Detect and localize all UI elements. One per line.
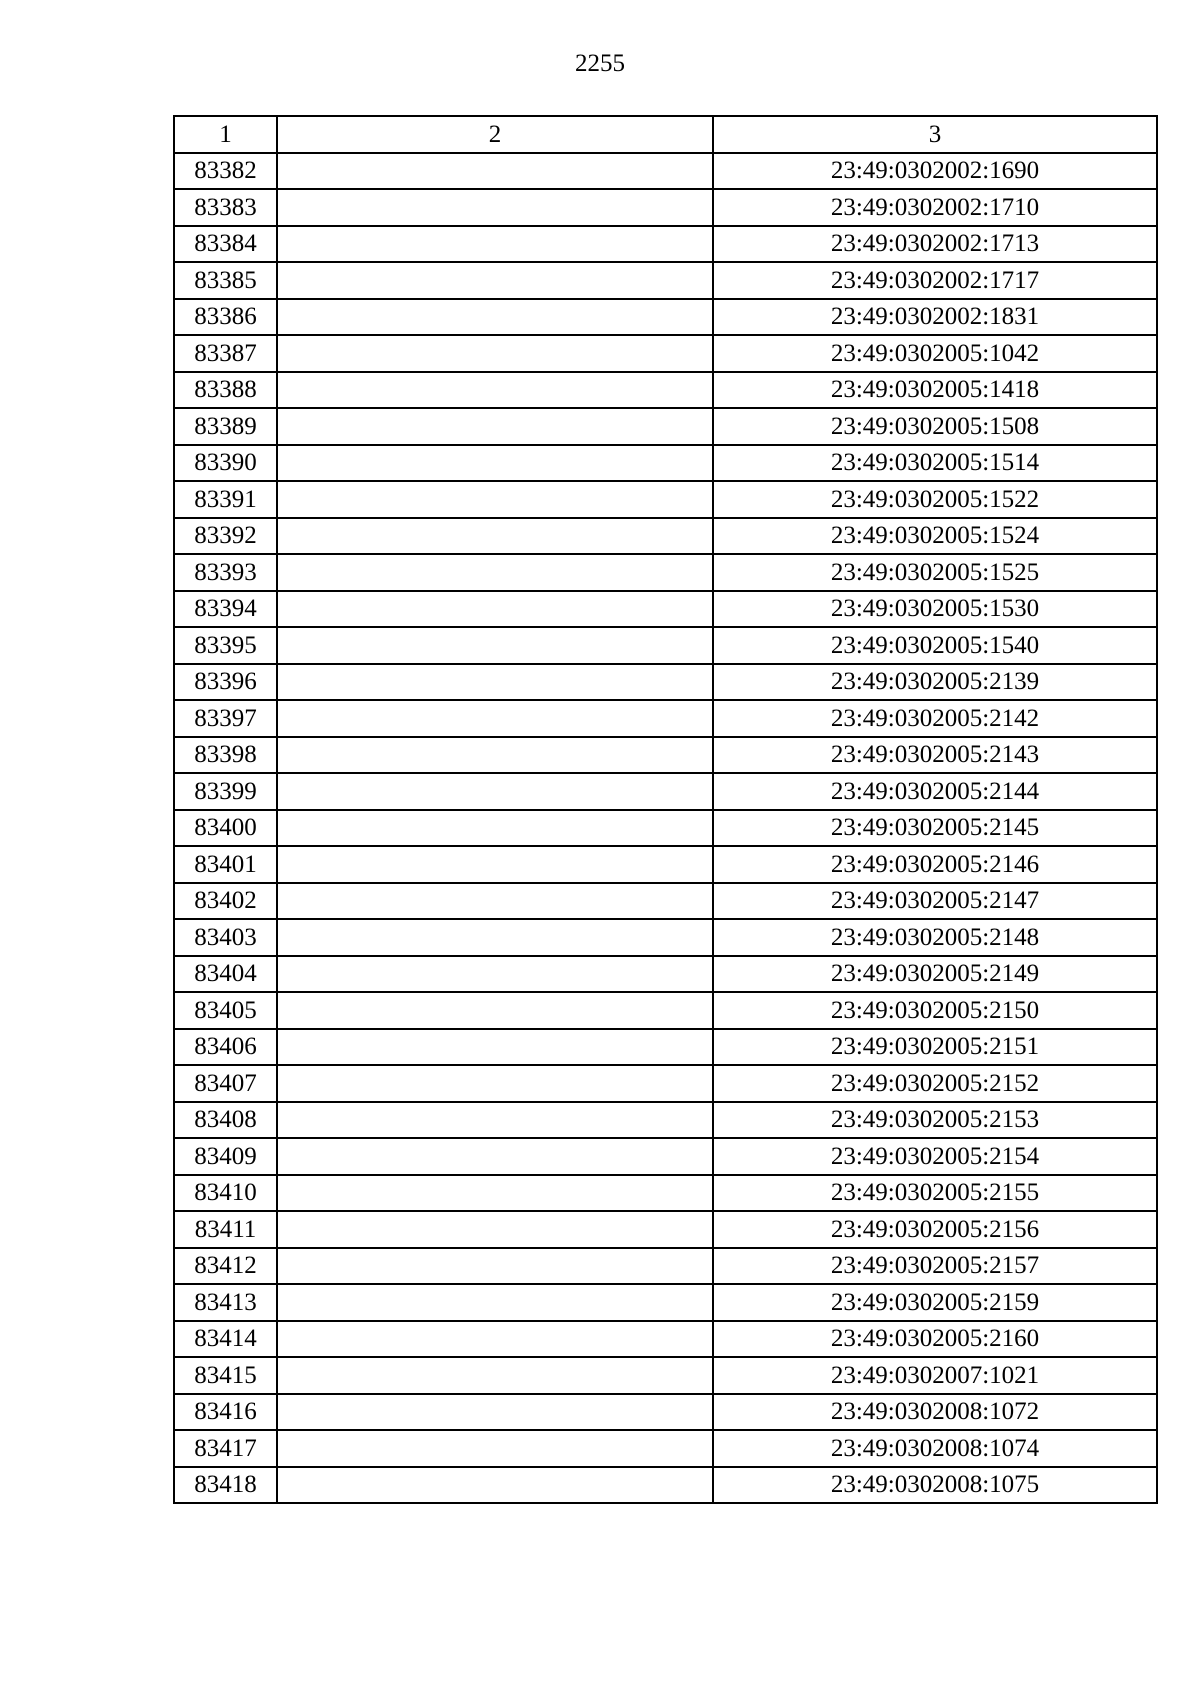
cadastral-number-cell: 23:49:0302005:2145 (713, 810, 1157, 847)
table-row (174, 1248, 1157, 1285)
row-number-cell: 83417 (174, 1430, 277, 1467)
cadastral-number-cell: 23:49:0302005:2149 (713, 956, 1157, 993)
description-cell (277, 1138, 713, 1175)
description-cell (277, 1029, 713, 1066)
description-cell (277, 1248, 713, 1285)
description-cell (277, 956, 713, 993)
table-row (174, 1138, 1157, 1175)
description-cell (277, 1321, 713, 1358)
cadastral-number-cell: 23:49:0302005:2150 (713, 992, 1157, 1029)
cadastral-number-cell: 23:49:0302007:1021 (713, 1357, 1157, 1394)
table-body (174, 153, 1157, 1504)
description-cell (277, 846, 713, 883)
row-number-cell: 83392 (174, 518, 277, 555)
cadastral-number-cell: 23:49:0302002:1690 (713, 153, 1157, 190)
row-number-cell: 83384 (174, 226, 277, 263)
table-row (174, 591, 1157, 628)
table-row (174, 919, 1157, 956)
description-cell (277, 627, 713, 664)
table-row (174, 518, 1157, 555)
header-row (174, 116, 1157, 153)
description-cell (277, 372, 713, 409)
description-cell (277, 189, 713, 226)
row-number-cell: 83410 (174, 1175, 277, 1212)
cadastral-number-cell: 23:49:0302005:1524 (713, 518, 1157, 555)
cadastral-number-cell: 23:49:0302005:2144 (713, 773, 1157, 810)
description-cell (277, 226, 713, 263)
row-number-cell: 83389 (174, 408, 277, 445)
row-number-cell: 83404 (174, 956, 277, 993)
cadastral-number-cell: 23:49:0302002:1831 (713, 299, 1157, 336)
cadastral-number-cell: 23:49:0302005:2157 (713, 1248, 1157, 1285)
table-row (174, 1357, 1157, 1394)
cadastral-number-cell: 23:49:0302005:2156 (713, 1211, 1157, 1248)
table-row (174, 335, 1157, 372)
table-header (174, 116, 1157, 153)
data-table (173, 115, 1158, 1504)
table-row (174, 810, 1157, 847)
cadastral-number-cell: 23:49:0302008:1075 (713, 1467, 1157, 1504)
description-cell (277, 591, 713, 628)
row-number-cell: 83388 (174, 372, 277, 409)
cadastral-number-cell: 23:49:0302005:2146 (713, 846, 1157, 883)
table-row (174, 1430, 1157, 1467)
cadastral-number-cell: 23:49:0302005:1042 (713, 335, 1157, 372)
cadastral-number-cell: 23:49:0302005:1525 (713, 554, 1157, 591)
table-row (174, 445, 1157, 482)
row-number-cell: 83406 (174, 1029, 277, 1066)
cadastral-number-cell: 23:49:0302002:1710 (713, 189, 1157, 226)
description-cell (277, 1065, 713, 1102)
description-cell (277, 700, 713, 737)
table-row (174, 226, 1157, 263)
table-row (174, 664, 1157, 701)
cadastral-number-cell: 23:49:0302005:2152 (713, 1065, 1157, 1102)
table-row (174, 1394, 1157, 1431)
cadastral-number-cell: 23:49:0302005:2147 (713, 883, 1157, 920)
description-cell (277, 737, 713, 774)
row-number-cell: 83395 (174, 627, 277, 664)
row-number-cell: 83393 (174, 554, 277, 591)
row-number-cell: 83387 (174, 335, 277, 372)
table-row (174, 1321, 1157, 1358)
row-number-cell: 83402 (174, 883, 277, 920)
table-row (174, 372, 1157, 409)
page-number: 2255 (575, 50, 625, 77)
description-cell (277, 335, 713, 372)
row-number-cell: 83401 (174, 846, 277, 883)
cadastral-number-cell: 23:49:0302005:2143 (713, 737, 1157, 774)
description-cell (277, 1430, 713, 1467)
row-number-cell: 83382 (174, 153, 277, 190)
row-number-cell: 83390 (174, 445, 277, 482)
column-header-2: 2 (277, 116, 713, 153)
description-cell (277, 810, 713, 847)
row-number-cell: 83403 (174, 919, 277, 956)
cadastral-number-cell: 23:49:0302008:1074 (713, 1430, 1157, 1467)
row-number-cell: 83391 (174, 481, 277, 518)
description-cell (277, 773, 713, 810)
table-row (174, 1284, 1157, 1321)
column-header-1: 1 (174, 116, 277, 153)
description-cell (277, 153, 713, 190)
row-number-cell: 83418 (174, 1467, 277, 1504)
row-number-cell: 83399 (174, 773, 277, 810)
cadastral-number-cell: 23:49:0302005:2139 (713, 664, 1157, 701)
table-row (174, 700, 1157, 737)
description-cell (277, 1467, 713, 1504)
description-cell (277, 262, 713, 299)
row-number-cell: 83405 (174, 992, 277, 1029)
cadastral-number-cell: 23:49:0302005:1540 (713, 627, 1157, 664)
cadastral-number-cell: 23:49:0302005:1514 (713, 445, 1157, 482)
description-cell (277, 919, 713, 956)
row-number-cell: 83386 (174, 299, 277, 336)
row-number-cell: 83394 (174, 591, 277, 628)
cadastral-number-cell: 23:49:0302005:2159 (713, 1284, 1157, 1321)
cadastral-number-cell: 23:49:0302005:1522 (713, 481, 1157, 518)
description-cell (277, 299, 713, 336)
column-header-3: 3 (713, 116, 1157, 153)
table-row (174, 153, 1157, 190)
table-row (174, 992, 1157, 1029)
row-number-cell: 83397 (174, 700, 277, 737)
table-row (174, 1211, 1157, 1248)
description-cell (277, 445, 713, 482)
table-row (174, 1467, 1157, 1504)
description-cell (277, 554, 713, 591)
description-cell (277, 518, 713, 555)
row-number-cell: 83415 (174, 1357, 277, 1394)
row-number-cell: 83412 (174, 1248, 277, 1285)
cadastral-number-cell: 23:49:0302005:2155 (713, 1175, 1157, 1212)
table-row (174, 883, 1157, 920)
cadastral-number-cell: 23:49:0302008:1072 (713, 1394, 1157, 1431)
cadastral-number-cell: 23:49:0302005:2153 (713, 1102, 1157, 1139)
cadastral-number-cell: 23:49:0302005:2160 (713, 1321, 1157, 1358)
table-row (174, 1029, 1157, 1066)
cadastral-number-cell: 23:49:0302002:1713 (713, 226, 1157, 263)
row-number-cell: 83400 (174, 810, 277, 847)
cadastral-number-cell: 23:49:0302005:2148 (713, 919, 1157, 956)
cadastral-number-cell: 23:49:0302002:1717 (713, 262, 1157, 299)
row-number-cell: 83414 (174, 1321, 277, 1358)
row-number-cell: 83413 (174, 1284, 277, 1321)
table-row (174, 846, 1157, 883)
cadastral-number-cell: 23:49:0302005:1418 (713, 372, 1157, 409)
description-cell (277, 481, 713, 518)
table-row (174, 408, 1157, 445)
cadastral-number-cell: 23:49:0302005:1508 (713, 408, 1157, 445)
table-row (174, 262, 1157, 299)
table-row (174, 627, 1157, 664)
cadastral-number-cell: 23:49:0302005:2154 (713, 1138, 1157, 1175)
cadastral-number-cell: 23:49:0302005:2151 (713, 1029, 1157, 1066)
row-number-cell: 83408 (174, 1102, 277, 1139)
description-cell (277, 1284, 713, 1321)
row-number-cell: 83409 (174, 1138, 277, 1175)
table-row (174, 554, 1157, 591)
table-row (174, 956, 1157, 993)
description-cell (277, 408, 713, 445)
table-row (174, 1065, 1157, 1102)
table-row (174, 299, 1157, 336)
description-cell (277, 664, 713, 701)
table-row (174, 1175, 1157, 1212)
cadastral-number-cell: 23:49:0302005:2142 (713, 700, 1157, 737)
row-number-cell: 83407 (174, 1065, 277, 1102)
row-number-cell: 83385 (174, 262, 277, 299)
row-number-cell: 83398 (174, 737, 277, 774)
description-cell (277, 1175, 713, 1212)
table-row (174, 773, 1157, 810)
description-cell (277, 1211, 713, 1248)
table-row (174, 737, 1157, 774)
description-cell (277, 992, 713, 1029)
table-row (174, 1102, 1157, 1139)
row-number-cell: 83411 (174, 1211, 277, 1248)
cadastral-number-cell: 23:49:0302005:1530 (713, 591, 1157, 628)
row-number-cell: 83383 (174, 189, 277, 226)
table-row (174, 189, 1157, 226)
description-cell (277, 1102, 713, 1139)
description-cell (277, 1357, 713, 1394)
description-cell (277, 883, 713, 920)
description-cell (277, 1394, 713, 1431)
table-row (174, 481, 1157, 518)
row-number-cell: 83416 (174, 1394, 277, 1431)
row-number-cell: 83396 (174, 664, 277, 701)
